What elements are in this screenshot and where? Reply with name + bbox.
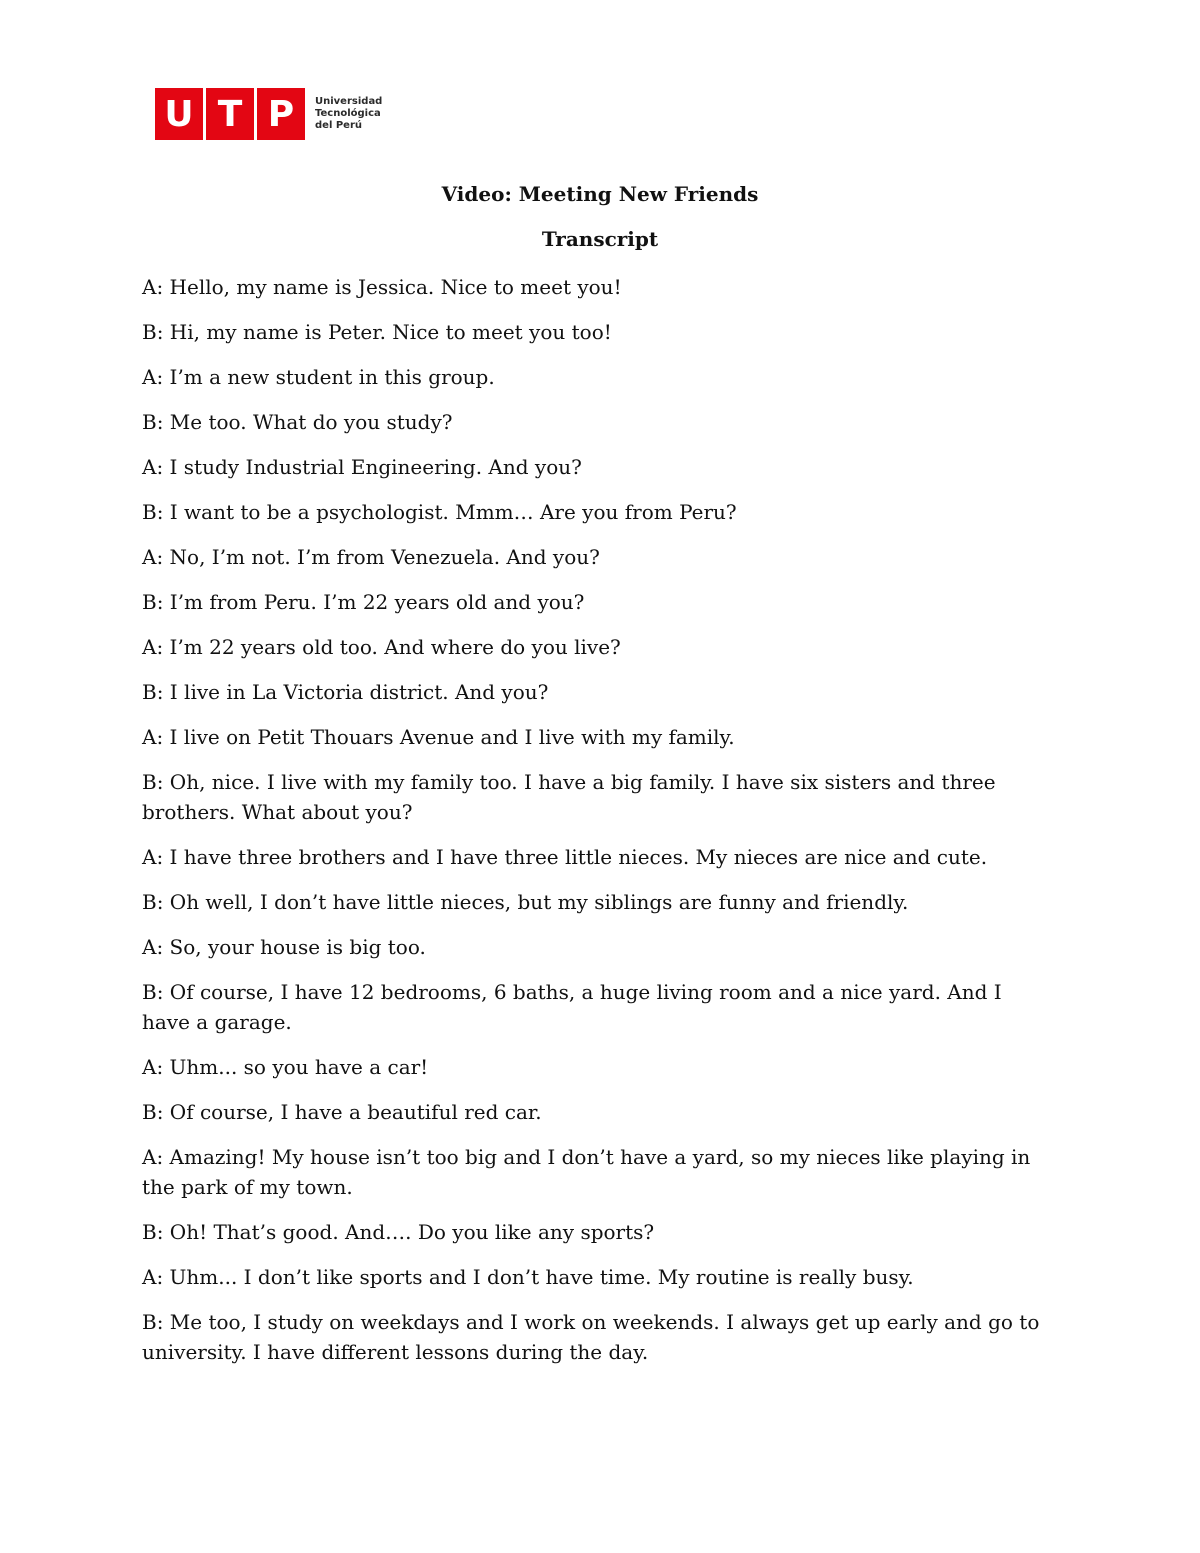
dialogue-line: B: Hi, my name is Peter. Nice to meet you too! bbox=[142, 320, 612, 344]
document-title: Video: Meeting New Friends bbox=[441, 182, 759, 206]
university-name-line: Universidad bbox=[315, 96, 383, 107]
transcript-dialogue bbox=[142, 272, 1052, 1382]
logo-letter-t: T bbox=[206, 88, 257, 140]
university-name bbox=[315, 96, 382, 132]
dialogue-line: B: Of course, I have a beautiful red car. bbox=[142, 1100, 542, 1124]
dialogue-line: A: No, I’m not. I’m from Venezuela. And you? bbox=[142, 545, 600, 569]
university-name-line: del Perú bbox=[315, 120, 363, 131]
dialogue-line: B: Of course, I have 12 bedrooms, 6 baths, a huge living room and a nice yard. And I have a garage. bbox=[142, 980, 1002, 1034]
document-subtitle: Transcript bbox=[541, 227, 659, 251]
dialogue-line: B: I’m from Peru. I’m 22 years old and you? bbox=[142, 590, 585, 614]
dialogue-line: B: Me too. What do you study? bbox=[142, 410, 453, 434]
university-name-line: Tecnológica bbox=[315, 108, 381, 119]
utp-logo-mark bbox=[155, 88, 305, 140]
logo-letter-u: U bbox=[155, 88, 206, 140]
dialogue-line: A: Hello, my name is Jessica. Nice to meet you! bbox=[142, 275, 622, 299]
dialogue-line: A: I have three brothers and I have three little nieces. My nieces are nice and cute. bbox=[142, 845, 988, 869]
dialogue-line: B: Oh well, I don’t have little nieces, but my siblings are funny and friendly. bbox=[142, 890, 909, 914]
dialogue-line: A: Uhm... I don’t like sports and I don’t have time. My routine is really busy. bbox=[142, 1265, 914, 1289]
logo-letter-p: P bbox=[267, 93, 295, 135]
dialogue-line: A: I’m 22 years old too. And where do you live? bbox=[142, 635, 621, 659]
dialogue-line: A: So, your house is big too. bbox=[142, 935, 426, 959]
dialogue-line: A: I’m a new student in this group. bbox=[142, 365, 495, 389]
utp-logo bbox=[155, 88, 382, 140]
dialogue-line: A: Amazing! My house isn’t too big and I don’t have a yard, so my nieces like playing in the park of my town. bbox=[142, 1145, 1031, 1199]
dialogue-line: B: Oh! That’s good. And…. Do you like any sports? bbox=[142, 1220, 655, 1244]
dialogue-line: A: Uhm... so you have a car! bbox=[142, 1055, 429, 1079]
dialogue-line: A: I live on Petit Thouars Avenue and I live with my family. bbox=[142, 725, 735, 749]
dialogue-line: A: I study Industrial Engineering. And you? bbox=[142, 455, 582, 479]
dialogue-line: B: Oh, nice. I live with my family too. I have a big family. I have six sisters and three brothers. What about you? bbox=[142, 770, 996, 824]
dialogue-line: B: I live in La Victoria district. And you? bbox=[142, 680, 549, 704]
dialogue-line: B: Me too, I study on weekdays and I work on weekends. I always get up early and go to university. I have different lessons during the day. bbox=[142, 1310, 1040, 1364]
dialogue-line: B: I want to be a psychologist. Mmm… Are you from Peru? bbox=[142, 500, 737, 524]
